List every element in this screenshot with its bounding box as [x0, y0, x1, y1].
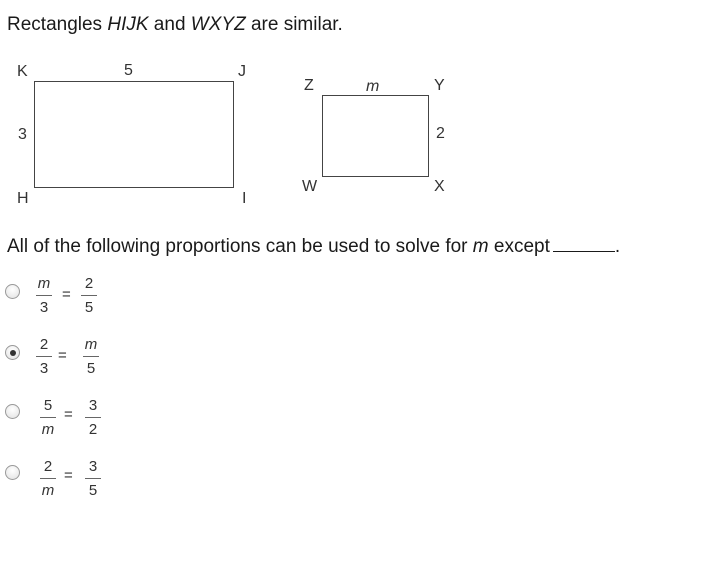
equals-sign: = — [64, 467, 73, 484]
title-prefix: Rectangles — [7, 14, 108, 35]
left-fraction — [34, 275, 54, 317]
answer-option-1[interactable] — [5, 275, 125, 325]
left-fraction — [34, 336, 54, 378]
radio-button[interactable] — [5, 404, 20, 419]
numerator: 5 — [43, 397, 53, 414]
equals-sign: = — [64, 406, 73, 423]
denominator: m — [41, 482, 55, 499]
radio-button[interactable] — [5, 465, 20, 480]
question-end: . — [614, 236, 621, 257]
denominator: 5 — [84, 299, 94, 316]
right-fraction — [83, 397, 103, 439]
rect1-name: HIJK — [107, 14, 149, 35]
side-yx-length: 2 — [436, 125, 445, 142]
denominator: 5 — [86, 360, 96, 377]
title-suffix: are similar. — [245, 14, 343, 35]
rectangle-wxyz — [322, 95, 429, 177]
fraction-bar — [85, 478, 101, 479]
right-fraction — [81, 336, 101, 378]
fraction-bar — [36, 295, 52, 296]
side-kh-length: 3 — [18, 126, 27, 143]
vertex-j: J — [238, 63, 246, 80]
rect2-name: WXYZ — [190, 14, 246, 35]
fraction-bar — [85, 417, 101, 418]
vertex-i: I — [242, 190, 247, 207]
equals-sign: = — [58, 347, 67, 364]
fraction-bar — [81, 295, 97, 296]
fraction-bar — [83, 356, 99, 357]
answer-option-2[interactable] — [5, 336, 125, 386]
right-fraction — [79, 275, 99, 317]
denominator: 5 — [88, 482, 98, 499]
problem-statement — [7, 13, 343, 37]
denominator: 3 — [39, 299, 49, 316]
numerator: 2 — [43, 458, 53, 475]
left-fraction — [38, 397, 58, 439]
side-zy-length: m — [366, 78, 380, 95]
question-variable: m — [472, 236, 489, 257]
numerator: m — [37, 275, 51, 292]
vertex-x: X — [434, 178, 445, 195]
rectangle-hijk — [34, 81, 234, 188]
answer-blank — [553, 234, 615, 252]
right-fraction — [83, 458, 103, 500]
answer-option-3[interactable] — [5, 397, 125, 447]
fraction-bar — [40, 417, 56, 418]
question-suffix: except — [488, 236, 550, 257]
denominator: 2 — [88, 421, 98, 438]
vertex-k: K — [17, 63, 28, 80]
title-middle: and — [148, 14, 191, 35]
question-prefix: All of the following proportions can be used to solve for — [7, 236, 473, 257]
denominator: 3 — [39, 360, 49, 377]
denominator: m — [41, 421, 55, 438]
side-kj-length: 5 — [124, 62, 133, 79]
vertex-h: H — [17, 190, 29, 207]
equals-sign: = — [62, 286, 71, 303]
question-text — [7, 234, 620, 259]
radio-button-selected[interactable] — [5, 345, 20, 360]
vertex-y: Y — [434, 77, 445, 94]
left-fraction — [38, 458, 58, 500]
vertex-z: Z — [304, 77, 314, 94]
answer-option-4[interactable] — [5, 458, 125, 508]
numerator: 2 — [84, 275, 94, 292]
numerator: 3 — [88, 397, 98, 414]
fraction-bar — [40, 478, 56, 479]
vertex-w: W — [302, 178, 318, 195]
fraction-bar — [36, 356, 52, 357]
numerator: m — [84, 336, 98, 353]
radio-button[interactable] — [5, 284, 20, 299]
numerator: 2 — [39, 336, 49, 353]
numerator: 3 — [88, 458, 98, 475]
